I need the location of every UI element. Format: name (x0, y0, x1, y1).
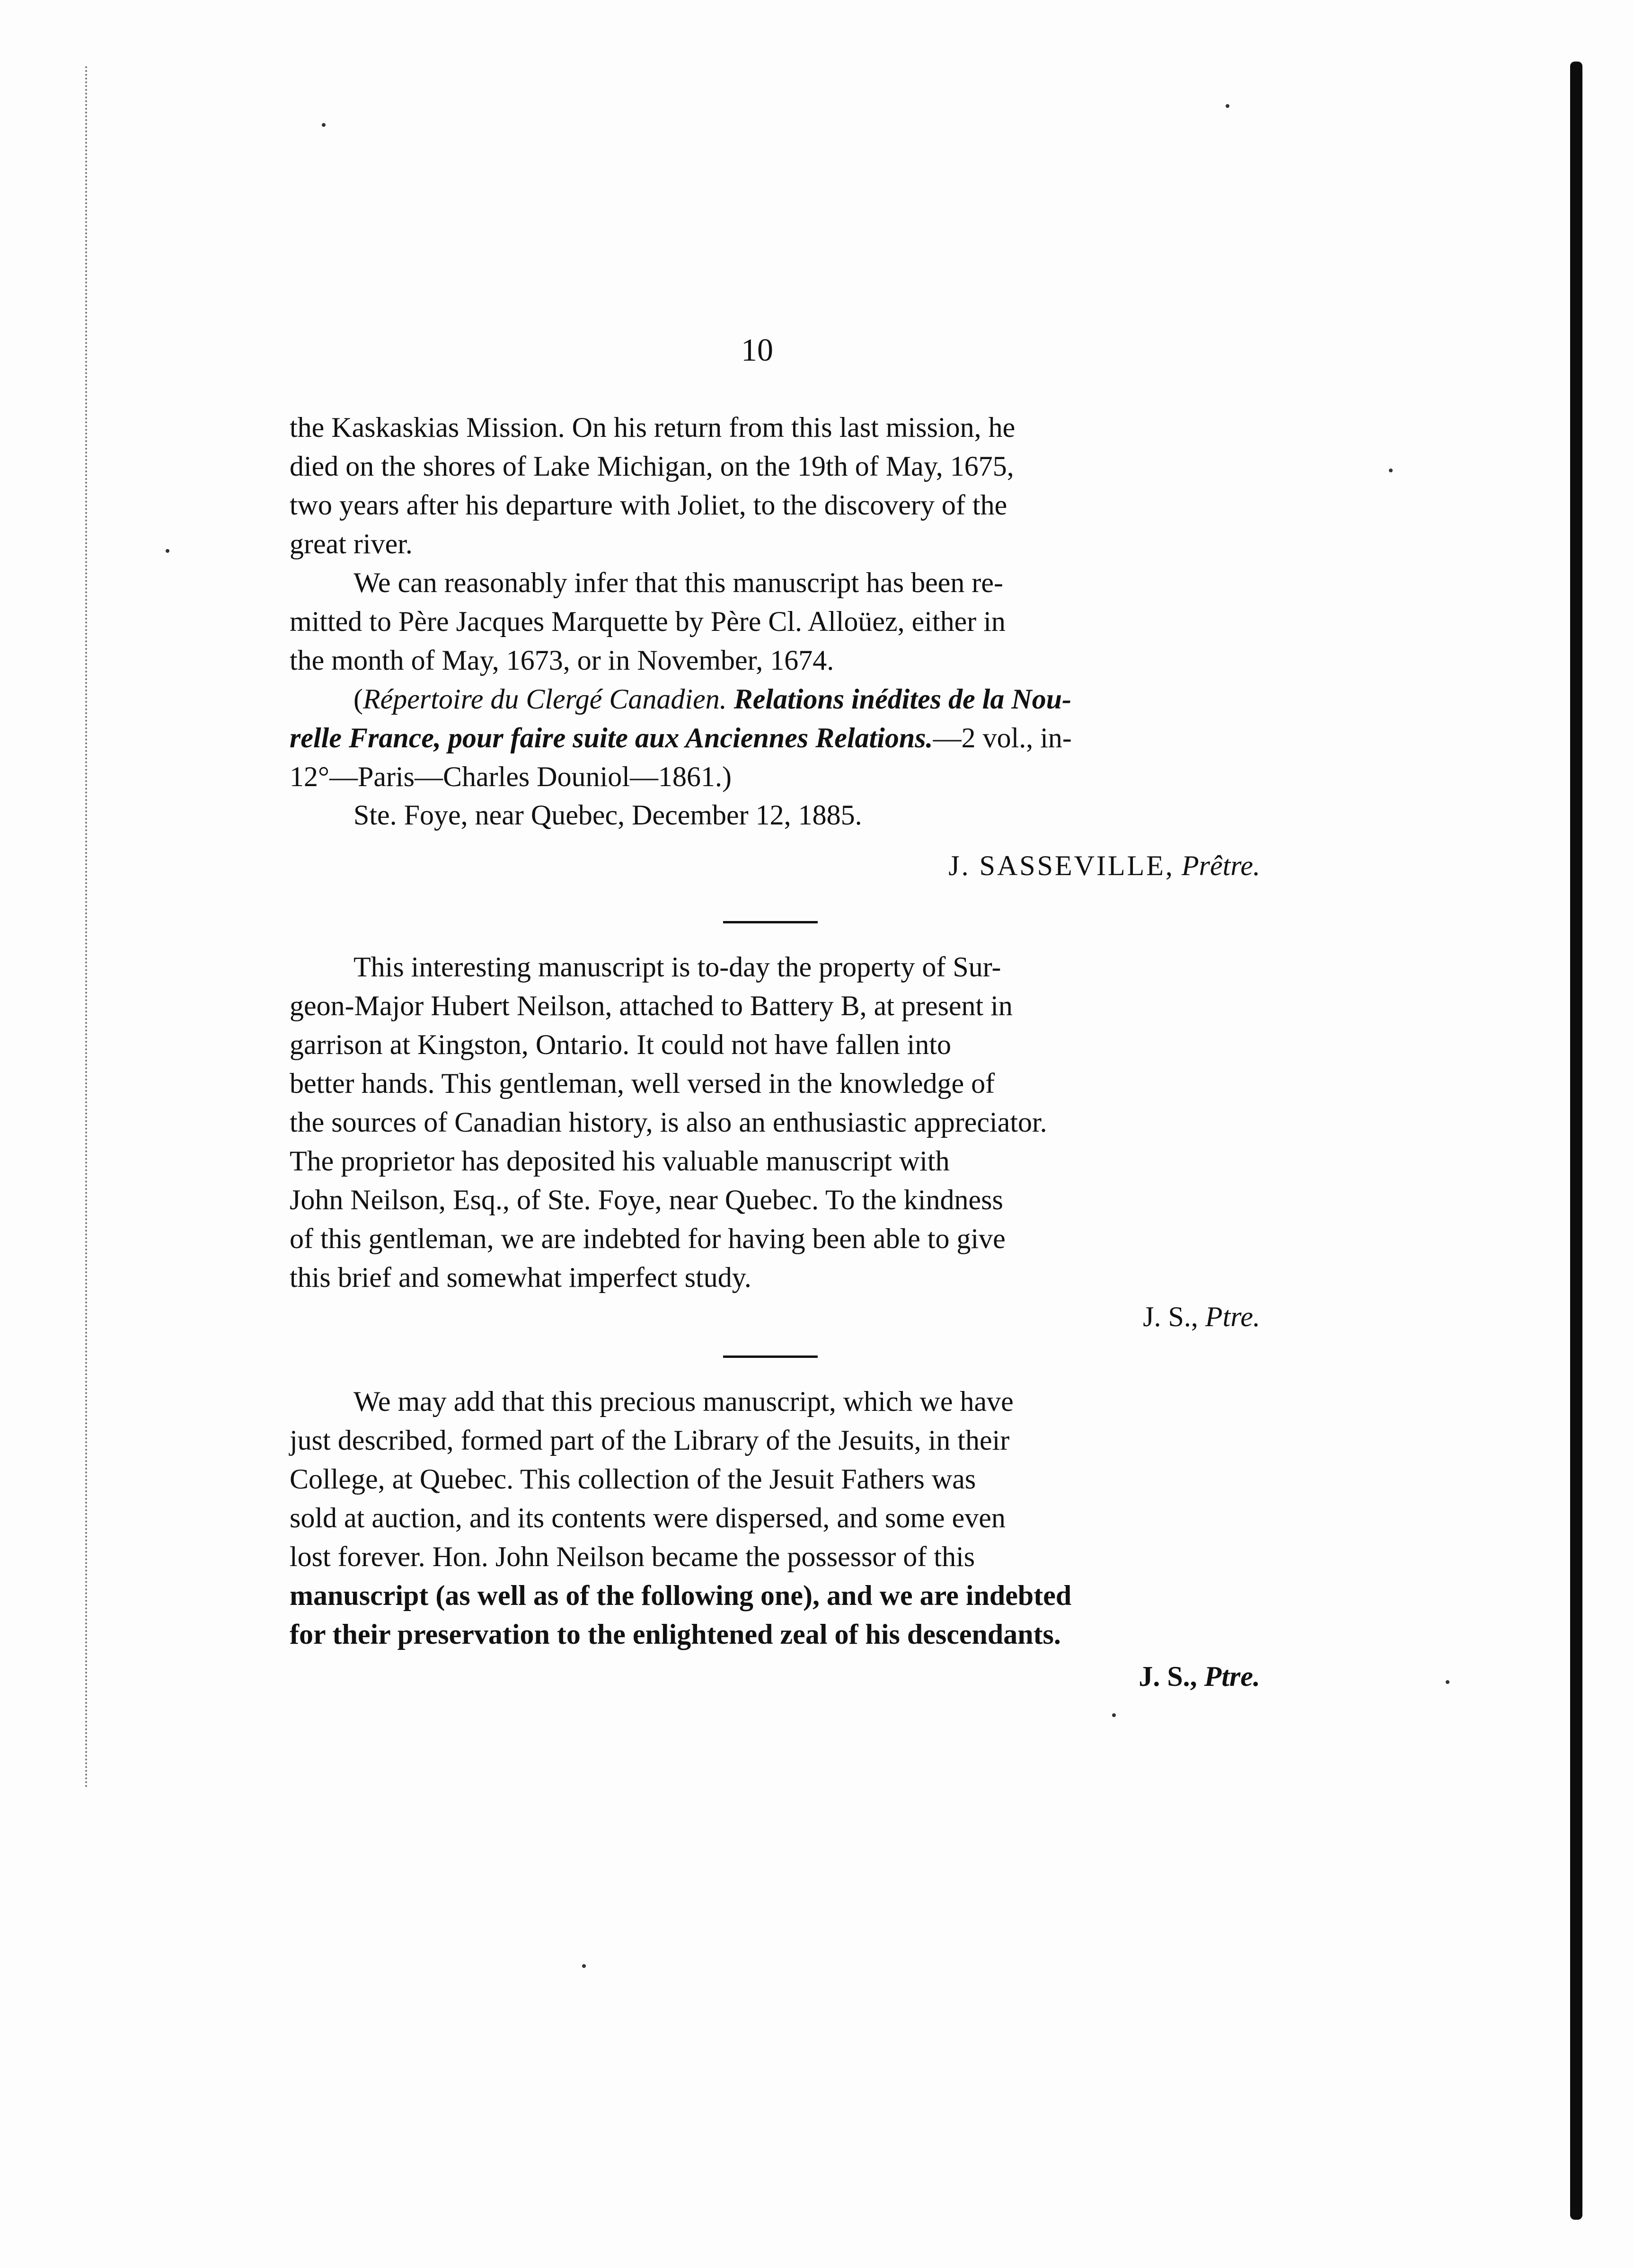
citation-open: ( (353, 683, 363, 715)
text-line: manuscript (as well as of the following one), and we are indebted (290, 1580, 1072, 1611)
signature-name: J. S., (1139, 1661, 1197, 1692)
scan-speck (1389, 469, 1393, 472)
text-line: this brief and somewhat imperfect study. (290, 1262, 751, 1293)
text-line: garrison at Kingston, Ontario. It could not have fallen into (290, 1029, 952, 1060)
scan-speck (322, 123, 326, 127)
text-line: lost forever. Hon. John Neilson became the possessor of this (290, 1541, 975, 1572)
section-rule (723, 921, 818, 923)
scan-speck (1446, 1680, 1449, 1684)
citation-line: 12°—Paris—Charles Douniol—1861.) (290, 761, 732, 792)
property-paragraph (290, 948, 1255, 1297)
signature-name: J. SASSEVILLE, (948, 850, 1175, 881)
citation-line (290, 680, 1255, 718)
signature-title: Ptre. (1205, 1301, 1260, 1332)
page-number: 10 (741, 332, 773, 368)
citation-rest: —2 vol., in- (933, 722, 1072, 753)
citation-title: relle France, pour faire suite aux Anciennes Relations. (290, 722, 933, 753)
text-line: College, at Quebec. This collection of the Jesuit Fathers was (290, 1463, 976, 1495)
citation-title: Relations inédites de la Nou- (733, 683, 1072, 715)
text-line: better hands. This gentleman, well versed in the knowledge of (290, 1068, 995, 1099)
text-line: The proprietor has deposited his valuable manuscript with (290, 1145, 950, 1177)
text-line: John Neilson, Esq., of Ste. Foye, near Quebec. To the kindness (290, 1184, 1003, 1215)
continuation-paragraph (290, 408, 1255, 563)
text-line: just described, formed part of the Library of the Jesuits, in their (290, 1425, 1010, 1456)
text-line: two years after his departure with Joliet, to the discovery of the (290, 489, 1007, 521)
text-line: for their preservation to the enlightened zeal of his descendants. (290, 1619, 1061, 1650)
library-paragraph (290, 1382, 1255, 1654)
text-line: great river. (290, 528, 413, 559)
text-line: died on the shores of Lake Michigan, on the 19th of May, 1675, (290, 451, 1014, 482)
page-left-margin-marks (85, 66, 92, 1789)
text-line: the month of May, 1673, or in November, 1674. (290, 645, 834, 676)
text-line: of this gentleman, we are indebted for having been able to give (290, 1223, 1006, 1254)
text-line: geon-Major Hubert Neilson, attached to Battery B, at present in (290, 990, 1013, 1021)
text-line: We may add that this precious manuscript, which we have (353, 1386, 1014, 1417)
dateline: Ste. Foye, near Quebec, December 12, 1885. (353, 799, 862, 831)
signature-title: Prêtre. (1181, 850, 1260, 881)
text-line: We can reasonably infer that this manuscript has been re- (353, 567, 1003, 598)
citation-title: Répertoire du Clergé Canadien. (362, 683, 727, 715)
text-line: the sources of Canadian history, is also an enthusiastic appreciator. (290, 1107, 1047, 1138)
text-line: the Kaskaskias Mission. On his return from this last mission, he (290, 412, 1016, 443)
page-binding-edge (1570, 62, 1582, 2220)
citation-line (290, 718, 1255, 757)
scan-speck (1226, 104, 1229, 108)
scan-speck (166, 549, 169, 553)
section-rule (723, 1355, 818, 1358)
text-line: This interesting manuscript is to-day the property of Sur- (353, 951, 1001, 983)
signature-js-2 (1139, 1660, 1260, 1693)
signature-title: Ptre. (1204, 1661, 1260, 1692)
inference-paragraph (290, 563, 1255, 796)
scan-speck (1112, 1713, 1116, 1717)
signature-js-1 (1143, 1301, 1260, 1333)
scan-speck (582, 1964, 586, 1968)
text-line: sold at auction, and its contents were dispersed, and some even (290, 1502, 1006, 1533)
signature-sasseville (948, 850, 1260, 882)
text-line: mitted to Père Jacques Marquette by Père Cl. Alloüez, either in (290, 606, 1006, 637)
signature-name: J. S., (1143, 1301, 1198, 1332)
